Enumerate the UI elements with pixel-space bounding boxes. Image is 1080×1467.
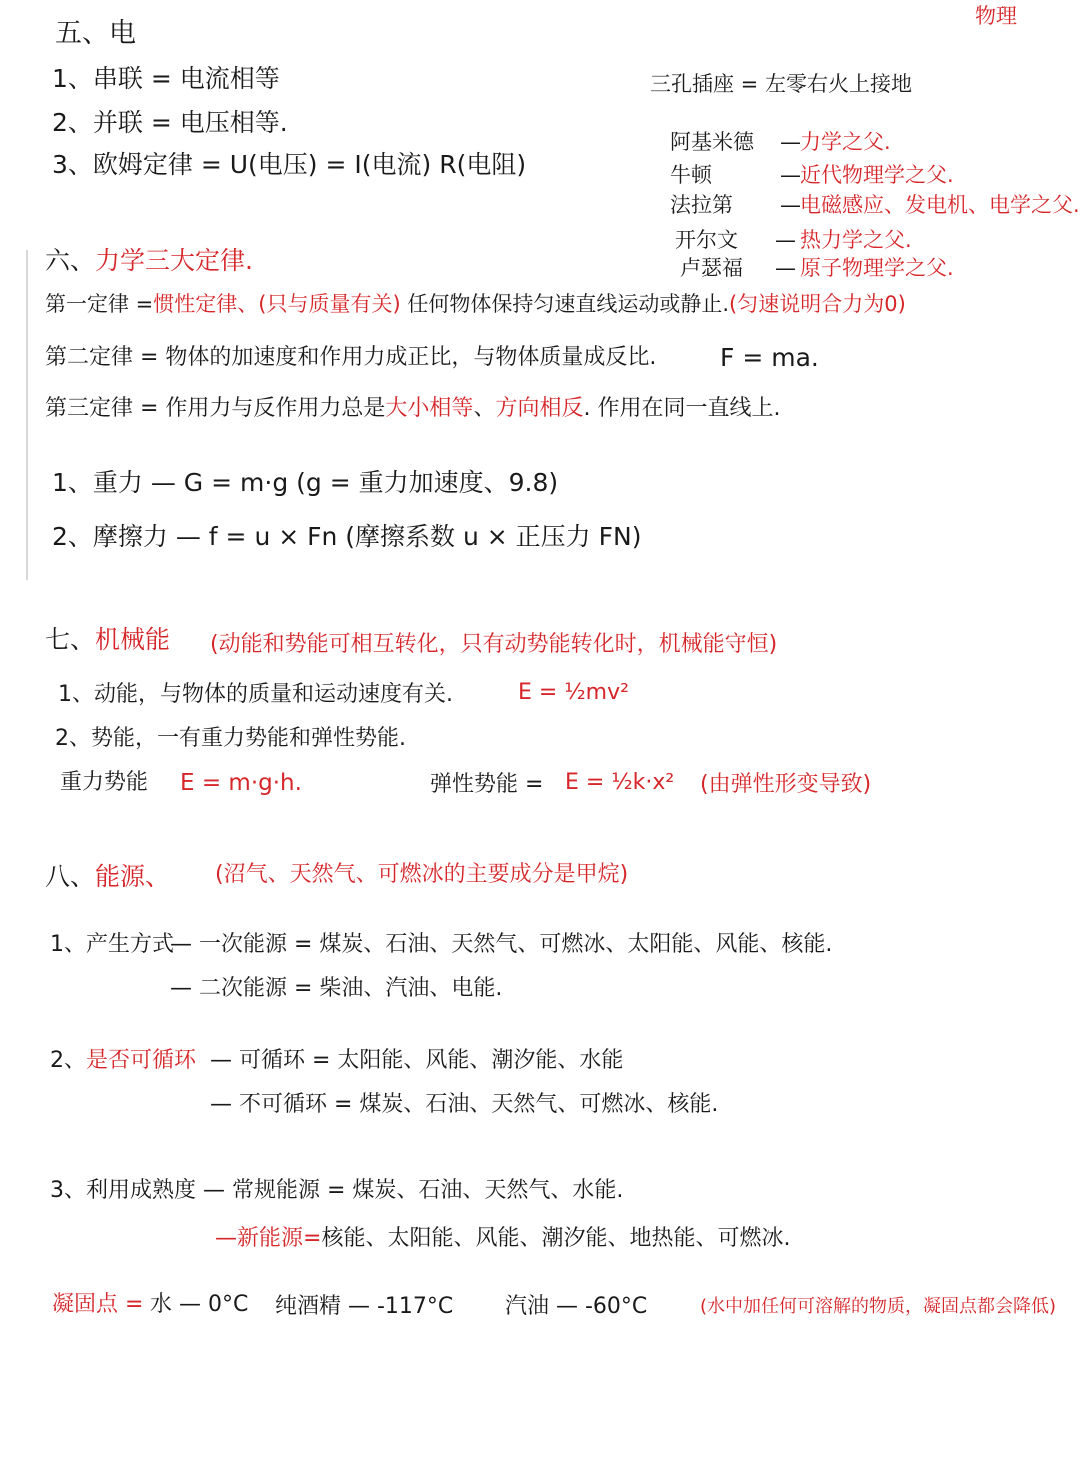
law-text: 第二定律 = 物体的加速度和作用力成正比，与物体质量成反比. [45, 345, 657, 370]
parallel-rule: 2、并联 = 电压相等. [52, 108, 288, 137]
page-edge-line [26, 250, 28, 580]
conventional-energy: 3、利用成熟度 — 常规能源 = 煤炭、石油、天然气、水能. [50, 1178, 624, 1203]
law-highlight: 惯性定律、(只与质量有关) [153, 292, 401, 316]
section-mech-energy-title [45, 625, 170, 655]
scientist-dash: — [780, 163, 801, 187]
ohms-law: 3、欧姆定律 = U(电压) = I(电流) R(电阻) [52, 150, 527, 179]
renewable-label [50, 1048, 196, 1074]
elastic-pe-note: (由弹性形变导致) [700, 772, 872, 797]
scientist-title: 热力学之父. [800, 228, 912, 252]
elastic-pe-formula: E = ½k·x² [565, 770, 675, 795]
newton-third-law [45, 396, 780, 422]
nonrenewable-list: — 不可循环 = 煤炭、石油、天然气、可燃冰、核能. [210, 1092, 719, 1117]
freezing-water: 水 — 0°C [150, 1292, 249, 1317]
scientist-name: 阿基米德 [670, 130, 754, 154]
section-number: 七、 [45, 625, 96, 654]
new-energy [215, 1226, 790, 1252]
item-label: 新能源 [237, 1226, 304, 1251]
scientist-dash: — [780, 193, 801, 217]
socket-rule: 三孔插座 = 左零右火上接地 [650, 72, 912, 96]
scientist-title: 力学之父. [800, 130, 891, 154]
scientist-name: 法拉第 [670, 193, 733, 217]
gravity-pe-formula: E = m·g·h. [180, 770, 302, 796]
series-rule: 1、串联 = 电流相等 [52, 64, 280, 93]
elastic-pe-label: 弹性势能 = [430, 772, 544, 797]
law-sep: 、 [473, 396, 496, 421]
newton-second-law [45, 345, 656, 371]
freezing-note: (水中加任何可溶解的物质，凝固点都会降低) [700, 1296, 1057, 1317]
kinetic-energy: 1、动能，与物体的质量和运动速度有关. [58, 682, 453, 707]
scientist-dash: — [775, 228, 796, 252]
section-electricity-title: 五、电 [55, 18, 136, 49]
energy-source-note: (沼气、天然气、可燃冰的主要成分是甲烷) [215, 862, 629, 887]
law-note: (匀速说明合力为0) [729, 292, 906, 316]
potential-energy: 2、势能，一有重力势能和弹性势能. [55, 726, 406, 751]
section-energy-source-title [45, 862, 170, 892]
law-label: 第三定律 = 作用力与反作用力总是 [45, 396, 386, 421]
newton-first-law [45, 292, 906, 317]
secondary-energy: — 二次能源 = 柴油、汽油、电能. [170, 976, 503, 1001]
scientist-name: 牛顿 [670, 163, 712, 187]
section-number: 八、 [45, 862, 96, 891]
law-text: 任何物体保持匀速直线运动或静止. [407, 292, 730, 316]
scientist-title: 原子物理学之父. [800, 256, 954, 280]
law-highlight: 方向相反 [495, 396, 584, 421]
section-title: 能源、 [95, 862, 171, 891]
scientist-title: 近代物理学之父. [800, 163, 954, 187]
freezing-label: 凝固点 = [52, 1292, 144, 1317]
section-title: 机械能 [95, 625, 171, 654]
section-title: 力学三大定律. [95, 246, 253, 275]
gravity-formula: 1、重力 — G = m·g (g = 重力加速度、9.8) [52, 468, 559, 497]
friction-formula: 2、摩擦力 — f = u × Fn (摩擦系数 u × 正压力 FN) [52, 522, 642, 551]
newton-second-formula: F = ma. [720, 343, 819, 372]
scientist-name: 卢瑟福 [680, 256, 743, 280]
scientist-dash: — [780, 130, 801, 154]
scientist-name: 开尔文 [675, 228, 738, 252]
renewable-list: — 可循环 = 太阳能、风能、潮汐能、水能 [210, 1048, 624, 1073]
law-highlight: 大小相等 [385, 396, 474, 421]
subject-tag: 物理 [975, 4, 1017, 28]
mech-energy-note: (动能和势能可相互转化，只有动势能转化时，机械能守恒) [210, 632, 778, 657]
section-number: 六、 [45, 246, 96, 275]
item-label: 是否可循环 [86, 1048, 197, 1073]
law-text: . 作用在同一直线上. [583, 396, 781, 421]
item-dash: — [215, 1226, 237, 1251]
scientist-title: 电磁感应、发电机、电学之父. [800, 193, 1080, 217]
item-list: 核能、太阳能、风能、潮汐能、地热能、可燃冰. [321, 1226, 791, 1251]
item-eq: = [303, 1226, 322, 1251]
primary-energy: — 一次能源 = 煤炭、石油、天然气、可燃冰、太阳能、风能、核能. [170, 932, 833, 957]
section-mechanics-title [45, 246, 253, 276]
freezing-alcohol: 纯酒精 — -117°C [275, 1294, 454, 1319]
gravity-pe-label: 重力势能 [60, 770, 149, 795]
produce-label: 1、产生方式 [50, 932, 174, 957]
item-number: 2、 [50, 1048, 86, 1073]
scientist-dash: — [775, 256, 796, 280]
freezing-gasoline: 汽油 — -60°C [505, 1294, 648, 1319]
law-label: 第一定律 = [45, 292, 154, 316]
kinetic-formula: E = ½mv² [518, 680, 629, 705]
